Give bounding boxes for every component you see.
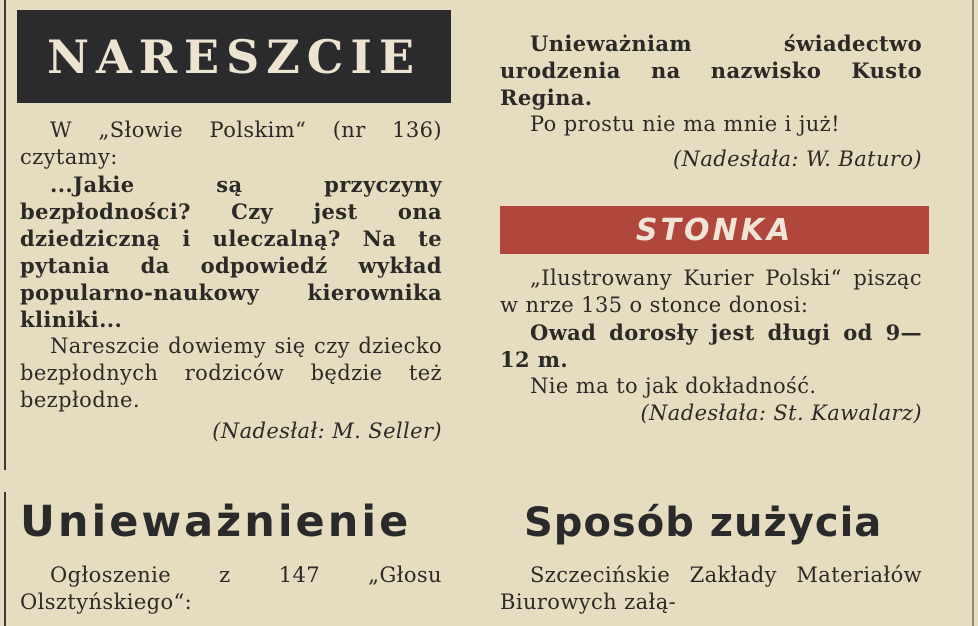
- stonka-banner: [500, 206, 929, 254]
- stonka-banner-title: STONKA: [635, 212, 794, 248]
- sposob-zuzycia-headline: Sposób zużycia: [524, 500, 883, 546]
- nareszcie-signature: (Nadesłał: M. Seller): [212, 419, 442, 443]
- baturo-article: [500, 30, 922, 173]
- uniewaznienie-headline: Unieważnienie: [20, 497, 412, 547]
- nareszcie-comment: Nareszcie dowiemy się czy dziecko bezpłodnych rodziców będzie też bezpłodne.: [20, 334, 442, 412]
- left-edge-rule-lower: [4, 492, 6, 626]
- nareszcie-quote: ...Jakie są przyczyny bezpłodności? Czy jest ona dziedziczną i uleczalną? Na te pytania da odpowiedź wykład popularno-naukowy kierownika kliniki...: [20, 172, 442, 332]
- uniewaznienie-article: [20, 562, 442, 616]
- baturo-quote: Unieważniam świadectwo urodzenia na nazwisko Kusto Regina.: [500, 31, 922, 110]
- baturo-comment: Po prostu nie ma mnie i już!: [530, 112, 840, 136]
- nareszcie-article: [20, 117, 442, 445]
- uniewaznienie-text: Ogłoszenie z 147 „Głosu Olsztyńskiego“:: [20, 563, 442, 614]
- sposob-zuzycia-article: [500, 562, 922, 616]
- nareszcie-intro: W „Słowie Polskim“ (nr 136) czytamy:: [20, 118, 442, 169]
- baturo-signature: (Nadesłała: W. Baturo): [673, 147, 922, 171]
- stonka-intro: „Ilustrowany Kurier Polski“ pisząc w nrze 135 o stonce donosi:: [500, 266, 922, 317]
- left-edge-rule: [4, 0, 6, 470]
- stonka-quote: Owad dorosły jest długi od 9—12 m.: [500, 320, 922, 372]
- stonka-article: [500, 265, 922, 427]
- stonka-comment: Nie ma to jak dokładność.: [530, 374, 817, 398]
- right-edge-rule: [972, 0, 974, 626]
- nareszcie-banner: [17, 10, 451, 103]
- stonka-signature: (Nadesłała: St. Kawalarz): [640, 401, 922, 425]
- sposob-zuzycia-text: Szczecińskie Zakłady Materiałów Biurowych załą-: [500, 563, 922, 614]
- nareszcie-banner-title: NARESZCIE: [46, 29, 422, 84]
